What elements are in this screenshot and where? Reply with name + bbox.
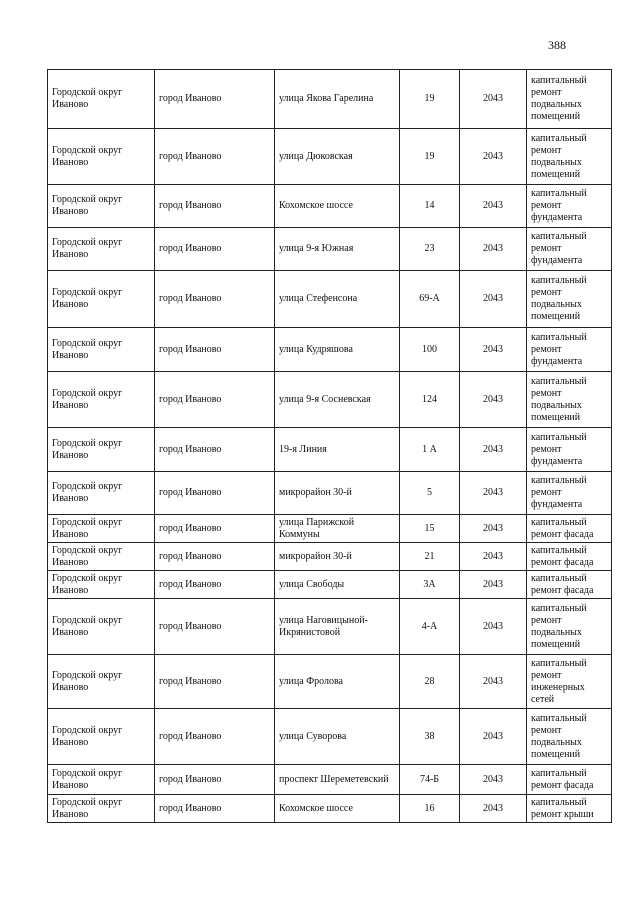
house-number-cell: 38 xyxy=(400,709,460,765)
city-cell: город Иваново xyxy=(155,655,275,709)
house-number-cell: 23 xyxy=(400,228,460,271)
table-row xyxy=(48,228,612,271)
house-number-cell: 14 xyxy=(400,185,460,228)
table-row xyxy=(48,185,612,228)
street-cell: микрорайон 30-й xyxy=(275,543,400,571)
work-type-cell: капитальный ремонт подвальных помещений xyxy=(527,271,612,328)
table-row xyxy=(48,328,612,372)
year-cell: 2043 xyxy=(460,228,527,271)
street-cell: Кохомское шоссе xyxy=(275,185,400,228)
city-cell: город Иваново xyxy=(155,599,275,655)
district-cell: Городской округ Иваново xyxy=(48,571,155,599)
city-cell: город Иваново xyxy=(155,228,275,271)
house-number-cell: 4-А xyxy=(400,599,460,655)
table-row xyxy=(48,709,612,765)
year-cell: 2043 xyxy=(460,709,527,765)
street-cell: проспект Шереметевский xyxy=(275,765,400,795)
year-cell: 2043 xyxy=(460,428,527,472)
year-cell: 2043 xyxy=(460,328,527,372)
house-number-cell: 3А xyxy=(400,571,460,599)
work-type-cell: капитальный ремонт фундамента xyxy=(527,328,612,372)
house-number-cell: 19 xyxy=(400,129,460,185)
street-cell: микрорайон 30-й xyxy=(275,472,400,515)
year-cell: 2043 xyxy=(460,472,527,515)
city-cell: город Иваново xyxy=(155,795,275,823)
house-number-cell: 74-Б xyxy=(400,765,460,795)
page-number: 388 xyxy=(548,38,566,52)
street-cell: улица Кудряшова xyxy=(275,328,400,372)
district-cell: Городской округ Иваново xyxy=(48,129,155,185)
work-type-cell: капитальный ремонт подвальных помещений xyxy=(527,599,612,655)
house-number-cell: 21 xyxy=(400,543,460,571)
work-type-cell: капитальный ремонт подвальных помещений xyxy=(527,709,612,765)
year-cell: 2043 xyxy=(460,571,527,599)
street-cell: улица 9-я Южная xyxy=(275,228,400,271)
city-cell: город Иваново xyxy=(155,271,275,328)
city-cell: город Иваново xyxy=(155,571,275,599)
work-type-cell: капитальный ремонт подвальных помещений xyxy=(527,129,612,185)
table-row xyxy=(48,271,612,328)
street-cell: улица Дюковская xyxy=(275,129,400,185)
table-row xyxy=(48,543,612,571)
street-cell: улица Якова Гарелина xyxy=(275,70,400,129)
district-cell: Городской округ Иваново xyxy=(48,428,155,472)
street-cell: улица Фролова xyxy=(275,655,400,709)
street-cell: улица Парижской Коммуны xyxy=(275,515,400,543)
table-row xyxy=(48,372,612,428)
work-type-cell: капитальный ремонт фасада xyxy=(527,543,612,571)
repair-schedule-table xyxy=(47,69,612,823)
house-number-cell: 124 xyxy=(400,372,460,428)
district-cell: Городской округ Иваново xyxy=(48,185,155,228)
street-cell: улица 9-я Сосневская xyxy=(275,372,400,428)
work-type-cell: капитальный ремонт подвальных помещений xyxy=(527,372,612,428)
table-row xyxy=(48,472,612,515)
district-cell: Городской округ Иваново xyxy=(48,271,155,328)
work-type-cell: капитальный ремонт фундамента xyxy=(527,228,612,271)
district-cell: Городской округ Иваново xyxy=(48,515,155,543)
city-cell: город Иваново xyxy=(155,428,275,472)
table-row xyxy=(48,515,612,543)
table-row xyxy=(48,795,612,823)
work-type-cell: капитальный ремонт фасада xyxy=(527,571,612,599)
house-number-cell: 19 xyxy=(400,70,460,129)
city-cell: город Иваново xyxy=(155,543,275,571)
year-cell: 2043 xyxy=(460,515,527,543)
work-type-cell: капитальный ремонт инженерных сетей xyxy=(527,655,612,709)
table-row xyxy=(48,70,612,129)
year-cell: 2043 xyxy=(460,655,527,709)
city-cell: город Иваново xyxy=(155,709,275,765)
house-number-cell: 1 А xyxy=(400,428,460,472)
table-row xyxy=(48,599,612,655)
district-cell: Городской округ Иваново xyxy=(48,655,155,709)
house-number-cell: 100 xyxy=(400,328,460,372)
work-type-cell: капитальный ремонт крыши xyxy=(527,795,612,823)
district-cell: Городской округ Иваново xyxy=(48,709,155,765)
district-cell: Городской округ Иваново xyxy=(48,543,155,571)
work-type-cell: капитальный ремонт фундамента xyxy=(527,472,612,515)
table-row xyxy=(48,765,612,795)
city-cell: город Иваново xyxy=(155,328,275,372)
city-cell: город Иваново xyxy=(155,765,275,795)
year-cell: 2043 xyxy=(460,765,527,795)
district-cell: Городской округ Иваново xyxy=(48,228,155,271)
street-cell: улица Суворова xyxy=(275,709,400,765)
table-row xyxy=(48,571,612,599)
city-cell: город Иваново xyxy=(155,472,275,515)
work-type-cell: капитальный ремонт фундамента xyxy=(527,428,612,472)
district-cell: Городской округ Иваново xyxy=(48,372,155,428)
year-cell: 2043 xyxy=(460,185,527,228)
district-cell: Городской округ Иваново xyxy=(48,795,155,823)
house-number-cell: 16 xyxy=(400,795,460,823)
year-cell: 2043 xyxy=(460,129,527,185)
work-type-cell: капитальный ремонт подвальных помещений xyxy=(527,70,612,129)
house-number-cell: 69-А xyxy=(400,271,460,328)
house-number-cell: 5 xyxy=(400,472,460,515)
street-cell: улица Стефенсона xyxy=(275,271,400,328)
table-row xyxy=(48,655,612,709)
year-cell: 2043 xyxy=(460,70,527,129)
city-cell: город Иваново xyxy=(155,70,275,129)
district-cell: Городской округ Иваново xyxy=(48,599,155,655)
table-row xyxy=(48,129,612,185)
district-cell: Городской округ Иваново xyxy=(48,765,155,795)
year-cell: 2043 xyxy=(460,543,527,571)
house-number-cell: 15 xyxy=(400,515,460,543)
table-row xyxy=(48,428,612,472)
district-cell: Городской округ Иваново xyxy=(48,472,155,515)
house-number-cell: 28 xyxy=(400,655,460,709)
year-cell: 2043 xyxy=(460,271,527,328)
district-cell: Городской округ Иваново xyxy=(48,70,155,129)
year-cell: 2043 xyxy=(460,599,527,655)
year-cell: 2043 xyxy=(460,372,527,428)
city-cell: город Иваново xyxy=(155,372,275,428)
district-cell: Городской округ Иваново xyxy=(48,328,155,372)
street-cell: улица Наговицыной-Икрянистовой xyxy=(275,599,400,655)
work-type-cell: капитальный ремонт фасада xyxy=(527,515,612,543)
city-cell: город Иваново xyxy=(155,515,275,543)
work-type-cell: капитальный ремонт фасада xyxy=(527,765,612,795)
work-type-cell: капитальный ремонт фундамента xyxy=(527,185,612,228)
street-cell: 19-я Линия xyxy=(275,428,400,472)
street-cell: улица Свободы xyxy=(275,571,400,599)
year-cell: 2043 xyxy=(460,795,527,823)
street-cell: Кохомское шоссе xyxy=(275,795,400,823)
city-cell: город Иваново xyxy=(155,185,275,228)
city-cell: город Иваново xyxy=(155,129,275,185)
